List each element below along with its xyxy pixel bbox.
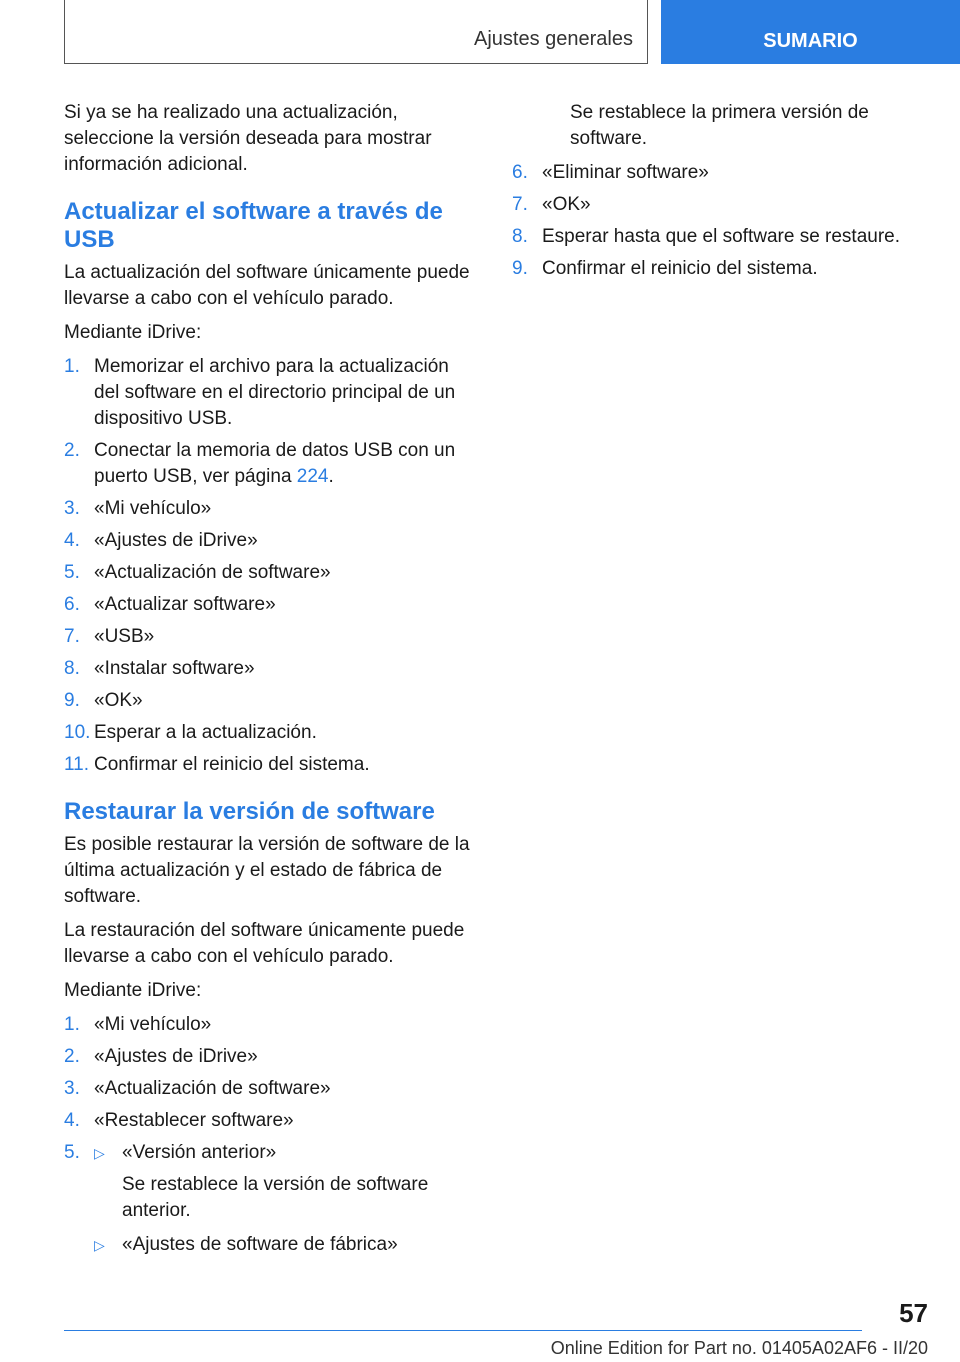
- sub-option-previous: ▷ «Versión anterior»: [94, 1140, 476, 1166]
- list-item: 10. Esperar a la actualización.: [64, 722, 317, 743]
- page-link[interactable]: 224: [296, 466, 329, 487]
- continued-steps-list: [512, 160, 912, 282]
- restore-paragraph-2: La restauración del software únicamente puede llevarse a cabo con el vehículo parado.: [64, 920, 465, 967]
- restore-heading: Restaurar la versión de software: [64, 798, 435, 825]
- list-item: 2. «Ajustes de iDrive»: [64, 1046, 258, 1067]
- list-item: 7. «USB»: [64, 626, 155, 647]
- list-item: 1. Memorizar el archivo para la actualización del software en el directorio principal de un dispositivo USB.: [64, 356, 456, 429]
- triangle-bullet-icon: ▷: [94, 1237, 105, 1253]
- list-item: 5. ▷ «Versión anterior» Se restablece la versión de software anterior. ▷ «Ajustes de software de fábrica»: [64, 1140, 476, 1258]
- continued-description: Se restablece la primera versión de software.: [570, 102, 869, 149]
- sub-option-factory: ▷ «Ajustes de software de fábrica»: [94, 1232, 476, 1258]
- list-item: 4. «Ajustes de iDrive»: [64, 530, 258, 551]
- list-item: 3. «Actualización de software»: [64, 1078, 331, 1099]
- restore-steps-list: [64, 1012, 476, 1258]
- usb-mediante: Mediante iDrive:: [64, 322, 202, 343]
- list-item: 11. Confirmar el reinicio del sistema.: [64, 754, 370, 775]
- usb-steps-list: [64, 354, 476, 778]
- intro-paragraph: Si ya se ha realizado una actualización, seleccione la versión deseada para mostrar información adicional.: [64, 102, 432, 175]
- list-item: 2. Conectar la memoria de datos USB con un puerto USB, ver página 224.: [64, 440, 456, 487]
- usb-paragraph: La actualización del software únicamente puede llevarse a cabo con el vehículo parado.: [64, 262, 470, 309]
- list-item: 9. «OK»: [64, 690, 143, 711]
- right-column: [512, 100, 912, 290]
- list-item: 1. «Mi vehículo»: [64, 1014, 212, 1035]
- footer-divider: [64, 1330, 862, 1331]
- sub-option-description: Se restablece la versión de software anterior.: [122, 1174, 429, 1221]
- list-item: 8. «Instalar software»: [64, 658, 255, 679]
- list-item: 6. «Actualizar software»: [64, 594, 276, 615]
- usb-heading: Actualizar el software a través de USB: [64, 198, 443, 253]
- list-item: 4. «Restablecer software»: [64, 1110, 294, 1131]
- footer-edition: Online Edition for Part no. 01405A02AF6 - II/20: [550, 1338, 928, 1358]
- list-item: 5. «Actualización de software»: [64, 562, 331, 583]
- page-number: 57: [899, 1298, 928, 1328]
- header-box: [64, 0, 648, 64]
- list-item: 7. «OK»: [512, 194, 591, 215]
- sumario-tab[interactable]: SUMARIO: [661, 0, 960, 64]
- restore-mediante: Mediante iDrive:: [64, 980, 202, 1001]
- restore-paragraph-1: Es posible restaurar la versión de software de la última actualización y el estado de fábrica de software.: [64, 834, 470, 907]
- list-item: 6. «Eliminar software»: [512, 162, 709, 183]
- list-item: 3. «Mi vehículo»: [64, 498, 212, 519]
- triangle-bullet-icon: ▷: [94, 1145, 105, 1161]
- list-item: 9. Confirmar el reinicio del sistema.: [512, 258, 818, 279]
- left-column: [64, 100, 476, 1266]
- section-title: Ajustes generales: [474, 28, 633, 50]
- list-item: 8. Esperar hasta que el software se restaure.: [512, 226, 901, 247]
